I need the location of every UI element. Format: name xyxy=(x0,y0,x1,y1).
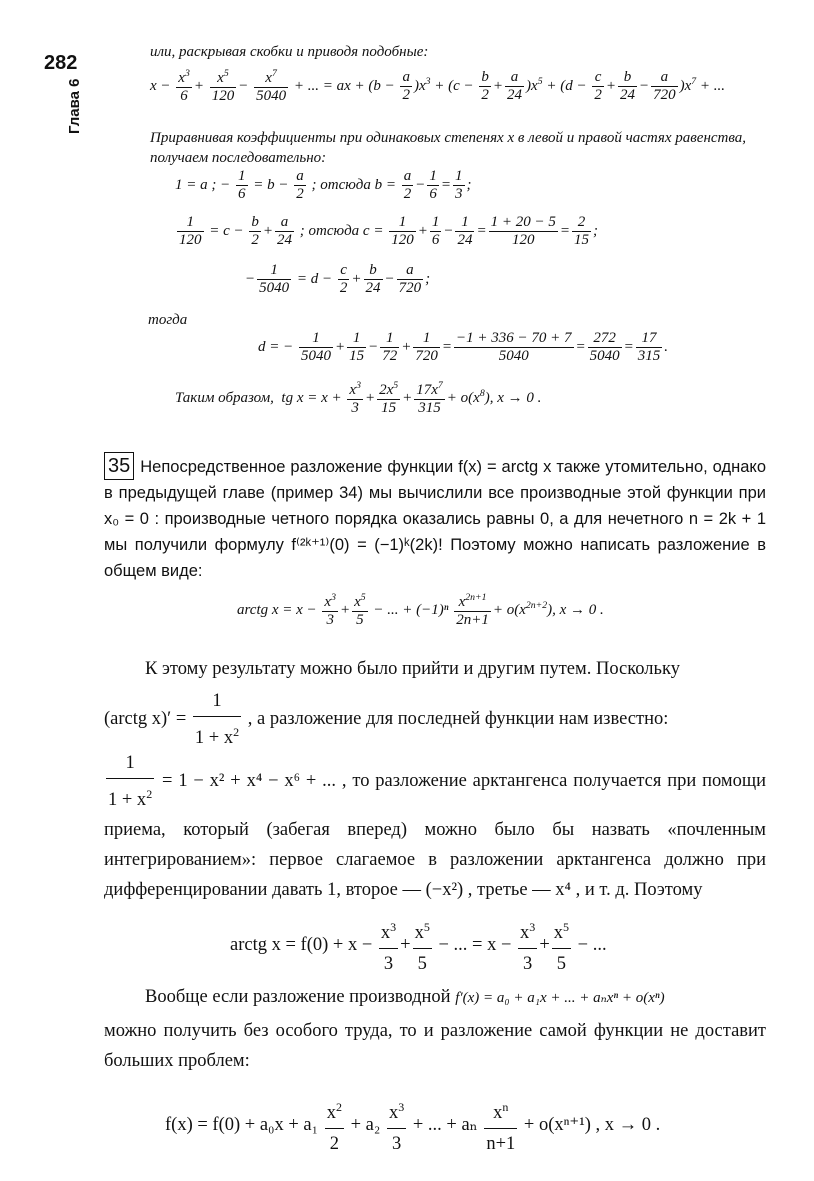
sys-l3-b: = d − xyxy=(296,270,333,287)
para2-text: = 1 − x² + x⁴ − x⁶ + ... , то разложение арктангенса получается при помощи приема, который (забегая вперед) можно было бы назвать «почленным интегрированием»: первое слагаемое в разложении арктангенса должно при дифференцировании давать 1, второе — (−x²) , третье — x⁴ , и т. д. Поэтому xyxy=(104,770,766,901)
para2-rest: $\frac{1}{1 + x^2}$ = 1 − x² + x⁴ − x⁶ + ... , то разложение арктангенса получается при помощи приема, который (забегая вперед) можно было бы назвать «почленным интегрированием»: первое слагаемое в разложении арктангенса должно при дифференцировании давать 1, второе — (−x²) , третье — x⁴ , и т. д. Поэтому xyxy=(104,748,766,905)
page-number: 282 xyxy=(44,52,78,74)
example-35-paragraph xyxy=(104,452,766,584)
d-lhs: d = − xyxy=(258,338,294,355)
example-35-text: Непосредственное разложение функции f(x) = arctg x также утомительно, однако в предыдущей главе (пример 34) мы вычислили все производные этой функции при x₀ = 0 : производные четного порядка оказались равны 0, а для нечетного n = 2k + 1 мы получили формулу f⁽²ᵏ⁺¹⁾(0) = (−1)ᵏ(2k)! Поэтому можно написать разложение в общем виде: xyxy=(104,458,766,580)
arctg-derivative: (arctg x)′ = xyxy=(104,708,187,729)
sys-l1-b: = b − xyxy=(253,176,289,193)
para2-line2: (arctg x)′ = $\frac{1}{1 + x^2}$ , а разложение для последней функции нам известно: xyxy=(104,686,668,753)
arctg-integration: arctg x = f(0) + x − $\frac{x^3}{3}$ + $\frac{x^5}{5}$ − ... = x − $\frac{x^3}{3}$ + $\frac{x^5}{5}$ − ... xyxy=(230,912,607,979)
arctg-b: − ... + (−1)ⁿ xyxy=(373,601,449,618)
final-formula: f(x) = f(0) + a₀x + a₁ $\frac{x^2}{2}$ + a₂ $\frac{x^3}{3}$ + ... + aₙ $\frac{x^n}{n+1}$ + o(xⁿ⁺¹) , x → 0 . xyxy=(165,1092,660,1159)
eq1-lhs-start: x − xyxy=(150,77,175,94)
para3-text-a: Вообще если разложение производной xyxy=(145,987,451,1007)
system-line-2: $\frac{1}{120}$ = c − $\frac{b}{2}$ + $\frac{a}{24}$ ; отсюда c = $\frac{1}{120}$ + $\frac{1}{6}$ − $\frac{1}{24}$ = $\frac{1 + 20 - 5}{120}$ = $\frac{2}{15}$ ; xyxy=(179,214,598,248)
final-d: + o(xⁿ⁺¹) , x → 0 . xyxy=(523,1114,661,1135)
arctg-series: arctg x = x − $\frac{x^3}{3}$ + $\frac{x^5}{5}$ − ... + (−1)ⁿ $\frac{x^{2n+1}}{2n+1}$ + $o(x^{2n+2})$, x → 0 . xyxy=(237,592,604,628)
equation-expansion: x − $\frac{x^3}{6}$ + $\frac{x^5}{120}$ − $\frac{x^7}{5040}$ + ... = ax + (b − $\frac{a}{2}$ )$x^3 + (c$ − $\frac{b}{2}$ + $\frac{a}{24}$ )$x^5 + (d$ − $\frac{c}{2}$ + $\frac{b}{24}$ − $\frac{a}{720}$ )$x^7$ + ... xyxy=(150,68,725,104)
para2-line1: К этому результату можно было прийти и другим путем. Поскольку xyxy=(145,659,680,679)
paragraph-coefficients: Приравнивая коэффициенты при одинаковых степенях x в левой и правой частях равенства, получаем последовательно: xyxy=(150,130,747,166)
sys-l2-a: = c − xyxy=(209,222,244,239)
eq1-tail: + ... xyxy=(699,77,725,94)
tg-result-line: Таким образом, tg x = x + $\frac{x^3}{3}$ + $\frac{2x^5}{15}$ + $\frac{17x^7}{315}$ + $o(x^8)$, x → 0 . xyxy=(175,380,542,416)
example-number: 35 xyxy=(104,452,134,480)
arctg-a: arctg x = x − xyxy=(237,601,317,618)
arctg2-c: − ... xyxy=(577,934,607,955)
intro-line: или, раскрывая скобки и приводя подобные: xyxy=(150,44,429,60)
chapter-label: Глава 6 xyxy=(66,78,83,134)
final-a: f(x) = f(0) + a₀x + a₁ xyxy=(165,1114,319,1135)
para2-known: , а разложение для последней функции нам известно: xyxy=(247,708,669,729)
tg-tail: , x → 0 . xyxy=(489,389,542,406)
d-value-line: d = − $\frac{1}{5040}$ + $\frac{1}{15}$ − $\frac{1}{72}$ + $\frac{1}{720}$ = $\frac{-1 + 336 - 70 + 7}{5040}$ = $\frac{272}{5040}$ = $\frac{17}{315}$ . xyxy=(258,330,668,364)
eq1-lhs-end: + ... = xyxy=(293,77,333,94)
system-line-1: 1 = a ; − $\frac{1}{6}$ = b − $\frac{a}{2}$ ; отсюда b = $\frac{a}{2}$ − $\frac{1}{6}$ = $\frac{1}{3}$ ; xyxy=(175,168,472,202)
para3-line1 xyxy=(145,982,665,1013)
thus-label: Таким образом, xyxy=(175,389,274,406)
togda-label: тогда xyxy=(148,312,188,328)
final-c: + ... + aₙ xyxy=(412,1114,478,1135)
system-line-3: − $\frac{1}{5040}$ = d − $\frac{c}{2}$ + $\frac{b}{24}$ − $\frac{a}{720}$ ; xyxy=(245,262,431,296)
eq1-rhs-start: ax + xyxy=(336,77,369,94)
arctg2-a: arctg x = f(0) + x − xyxy=(230,934,373,955)
tg-lhs: tg x = x + xyxy=(281,389,342,406)
derivative-expansion: f′(x) = a₀ + a₁x + ... + aₙxⁿ + o(xⁿ) xyxy=(455,990,665,1006)
sys-l1-c: ; отсюда b = xyxy=(311,176,397,193)
sys-l2-b: ; отсюда c = xyxy=(299,222,384,239)
final-b: + a₂ xyxy=(350,1114,381,1135)
arctg-c: , x → 0 . xyxy=(552,601,604,618)
sys-l1-a: 1 = a ; − xyxy=(175,176,231,193)
arctg2-b: − ... = x − xyxy=(438,934,512,955)
para3-rest: можно получить без особого труда, то и разложение самой функции не доставит больших проблем: xyxy=(104,1021,766,1071)
